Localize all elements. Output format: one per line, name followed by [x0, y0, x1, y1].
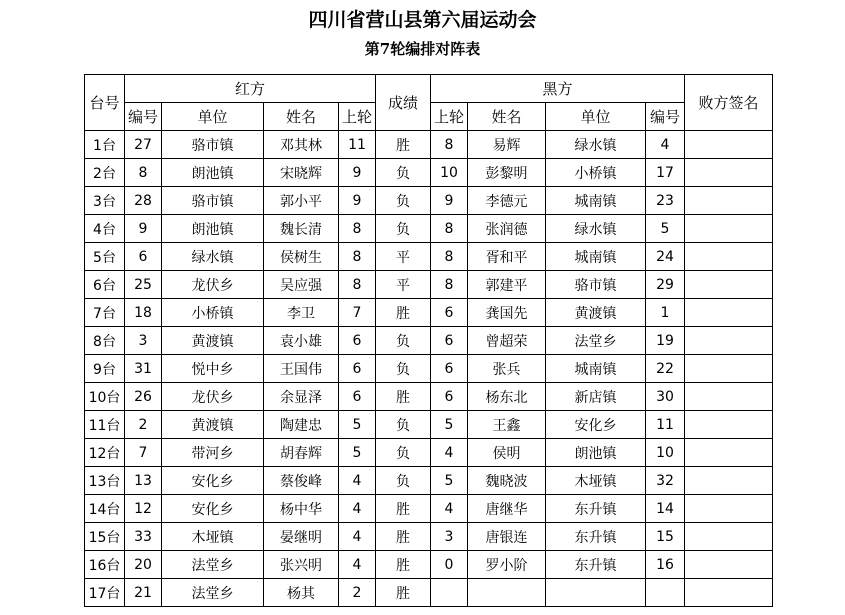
table-row: [85, 411, 773, 439]
header-black-unit: 单位: [546, 103, 646, 131]
cell-red-unit: 黄渡镇: [162, 411, 264, 439]
cell-red-number: 6: [125, 243, 162, 271]
cell-black-number: 22: [646, 355, 685, 383]
cell-result: 负: [376, 159, 431, 187]
cell-loser-sign: [685, 495, 773, 523]
cell-black-number: 10: [646, 439, 685, 467]
cell-result: 负: [376, 439, 431, 467]
cell-result: 胜: [376, 495, 431, 523]
cell-loser-sign: [685, 131, 773, 159]
cell-red-name: 杨中华: [264, 495, 339, 523]
cell-loser-sign: [685, 355, 773, 383]
cell-black-last-round: 4: [431, 439, 468, 467]
cell-red-last-round: 8: [339, 271, 376, 299]
cell-table-no: 6台: [85, 271, 125, 299]
cell-black-last-round: 6: [431, 327, 468, 355]
cell-loser-sign: [685, 243, 773, 271]
page-subtitle: 第7轮编排对阵表: [364, 40, 481, 58]
cell-black-number: 5: [646, 215, 685, 243]
cell-black-last-round: 0: [431, 551, 468, 579]
cell-red-name: 余显泽: [264, 383, 339, 411]
cell-red-last-round: 9: [339, 187, 376, 215]
cell-red-unit: 带河乡: [162, 439, 264, 467]
cell-result: 负: [376, 187, 431, 215]
cell-red-number: 13: [125, 467, 162, 495]
cell-result: 胜: [376, 551, 431, 579]
cell-black-last-round: 8: [431, 243, 468, 271]
cell-black-number: 16: [646, 551, 685, 579]
cell-red-unit: 木垭镇: [162, 523, 264, 551]
cell-red-number: 25: [125, 271, 162, 299]
cell-black-last-round: 6: [431, 383, 468, 411]
cell-black-unit: 朗池镇: [546, 439, 646, 467]
cell-black-number: 32: [646, 467, 685, 495]
cell-black-name: 张润德: [468, 215, 546, 243]
cell-loser-sign: [685, 411, 773, 439]
header-row-top: [85, 75, 773, 103]
header-red: 红方: [125, 75, 376, 103]
cell-red-number: 33: [125, 523, 162, 551]
cell-black-name: 郭建平: [468, 271, 546, 299]
cell-black-unit: 城南镇: [546, 187, 646, 215]
cell-black-name: 罗小阶: [468, 551, 546, 579]
cell-table-no: 2台: [85, 159, 125, 187]
cell-result: 负: [376, 467, 431, 495]
cell-black-number: 4: [646, 131, 685, 159]
cell-result: 平: [376, 243, 431, 271]
cell-loser-sign: [685, 299, 773, 327]
cell-black-last-round: [431, 579, 468, 607]
cell-red-last-round: 4: [339, 495, 376, 523]
cell-red-last-round: 5: [339, 439, 376, 467]
cell-black-name: 李德元: [468, 187, 546, 215]
cell-red-last-round: 11: [339, 131, 376, 159]
cell-table-no: 8台: [85, 327, 125, 355]
cell-red-name: 宋晓辉: [264, 159, 339, 187]
cell-red-unit: 朗池镇: [162, 215, 264, 243]
cell-black-name: 龚国先: [468, 299, 546, 327]
cell-red-unit: 绿水镇: [162, 243, 264, 271]
cell-black-number: 15: [646, 523, 685, 551]
cell-black-number: 23: [646, 187, 685, 215]
table-row: [85, 355, 773, 383]
table-row: [85, 467, 773, 495]
cell-red-name: 胡春辉: [264, 439, 339, 467]
cell-result: 平: [376, 271, 431, 299]
cell-red-unit: 龙伏乡: [162, 271, 264, 299]
cell-red-number: 3: [125, 327, 162, 355]
cell-red-last-round: 8: [339, 243, 376, 271]
cell-black-unit: 法堂乡: [546, 327, 646, 355]
cell-red-last-round: 2: [339, 579, 376, 607]
header-black-number: 编号: [646, 103, 685, 131]
cell-table-no: 12台: [85, 439, 125, 467]
cell-red-number: 26: [125, 383, 162, 411]
cell-black-unit: 城南镇: [546, 243, 646, 271]
page-title: 四川省营山县第六届运动会: [308, 9, 537, 31]
cell-black-name: 唐继华: [468, 495, 546, 523]
cell-loser-sign: [685, 579, 773, 607]
cell-red-name: 杨其: [264, 579, 339, 607]
cell-black-last-round: 5: [431, 411, 468, 439]
cell-black-name: 张兵: [468, 355, 546, 383]
cell-black-name: [468, 579, 546, 607]
cell-black-unit: 骆市镇: [546, 271, 646, 299]
cell-result: 负: [376, 355, 431, 383]
cell-black-last-round: 8: [431, 131, 468, 159]
cell-red-last-round: 6: [339, 383, 376, 411]
cell-black-number: 17: [646, 159, 685, 187]
cell-red-unit: 法堂乡: [162, 551, 264, 579]
cell-table-no: 15台: [85, 523, 125, 551]
cell-black-name: 胥和平: [468, 243, 546, 271]
table-row: [85, 243, 773, 271]
cell-red-name: 蔡俊峰: [264, 467, 339, 495]
cell-table-no: 17台: [85, 579, 125, 607]
cell-black-number: 11: [646, 411, 685, 439]
cell-red-name: 侯树生: [264, 243, 339, 271]
cell-red-unit: 安化乡: [162, 495, 264, 523]
table-body: [85, 75, 773, 607]
table-row: [85, 299, 773, 327]
table-row: [85, 551, 773, 579]
cell-red-number: 20: [125, 551, 162, 579]
cell-red-number: 27: [125, 131, 162, 159]
table-row: [85, 327, 773, 355]
cell-result: 负: [376, 215, 431, 243]
cell-black-last-round: 9: [431, 187, 468, 215]
cell-table-no: 7台: [85, 299, 125, 327]
cell-result: 负: [376, 411, 431, 439]
cell-loser-sign: [685, 271, 773, 299]
cell-red-last-round: 6: [339, 355, 376, 383]
cell-red-unit: 朗池镇: [162, 159, 264, 187]
cell-black-unit: 东升镇: [546, 523, 646, 551]
table-row: [85, 495, 773, 523]
cell-black-last-round: 6: [431, 355, 468, 383]
cell-black-last-round: 8: [431, 215, 468, 243]
cell-red-name: 王国伟: [264, 355, 339, 383]
cell-black-number: 14: [646, 495, 685, 523]
cell-black-last-round: 4: [431, 495, 468, 523]
cell-black-number: 1: [646, 299, 685, 327]
cell-red-unit: 悦中乡: [162, 355, 264, 383]
cell-red-last-round: 8: [339, 215, 376, 243]
cell-red-name: 袁小雄: [264, 327, 339, 355]
cell-loser-sign: [685, 327, 773, 355]
cell-black-number: 29: [646, 271, 685, 299]
cell-black-number: [646, 579, 685, 607]
cell-result: 负: [376, 327, 431, 355]
cell-table-no: 14台: [85, 495, 125, 523]
cell-black-name: 易辉: [468, 131, 546, 159]
cell-red-name: 陶建忠: [264, 411, 339, 439]
cell-black-unit: 城南镇: [546, 355, 646, 383]
header-red-name: 姓名: [264, 103, 339, 131]
cell-red-name: 郭小平: [264, 187, 339, 215]
cell-red-number: 9: [125, 215, 162, 243]
cell-black-number: 24: [646, 243, 685, 271]
cell-red-unit: 安化乡: [162, 467, 264, 495]
cell-red-last-round: 4: [339, 467, 376, 495]
cell-table-no: 11台: [85, 411, 125, 439]
cell-red-unit: 法堂乡: [162, 579, 264, 607]
header-black-name: 姓名: [468, 103, 546, 131]
header-black: 黑方: [431, 75, 685, 103]
cell-red-name: 魏长清: [264, 215, 339, 243]
header-red-unit: 单位: [162, 103, 264, 131]
cell-black-last-round: 10: [431, 159, 468, 187]
cell-red-name: 张兴明: [264, 551, 339, 579]
cell-result: 胜: [376, 299, 431, 327]
cell-black-last-round: 8: [431, 271, 468, 299]
cell-black-name: 侯明: [468, 439, 546, 467]
cell-loser-sign: [685, 159, 773, 187]
cell-black-name: 曾超荣: [468, 327, 546, 355]
cell-red-number: 28: [125, 187, 162, 215]
cell-red-last-round: 4: [339, 551, 376, 579]
cell-red-number: 2: [125, 411, 162, 439]
pairing-table: [84, 74, 773, 607]
cell-black-name: 王鑫: [468, 411, 546, 439]
cell-red-last-round: 9: [339, 159, 376, 187]
cell-red-number: 12: [125, 495, 162, 523]
cell-red-unit: 龙伏乡: [162, 383, 264, 411]
cell-black-name: 杨东北: [468, 383, 546, 411]
header-red-last-round: 上轮: [339, 103, 376, 131]
cell-table-no: 5台: [85, 243, 125, 271]
cell-black-unit: 安化乡: [546, 411, 646, 439]
cell-table-no: 4台: [85, 215, 125, 243]
cell-black-unit: 小桥镇: [546, 159, 646, 187]
table-row: [85, 439, 773, 467]
table-row: [85, 159, 773, 187]
cell-result: 胜: [376, 383, 431, 411]
cell-black-name: 魏晓波: [468, 467, 546, 495]
cell-red-last-round: 4: [339, 523, 376, 551]
cell-black-unit: 东升镇: [546, 551, 646, 579]
cell-red-last-round: 7: [339, 299, 376, 327]
cell-loser-sign: [685, 383, 773, 411]
cell-red-number: 18: [125, 299, 162, 327]
cell-black-last-round: 6: [431, 299, 468, 327]
cell-red-unit: 骆市镇: [162, 187, 264, 215]
cell-loser-sign: [685, 187, 773, 215]
cell-table-no: 13台: [85, 467, 125, 495]
cell-red-unit: 黄渡镇: [162, 327, 264, 355]
header-black-last-round: 上轮: [431, 103, 468, 131]
cell-red-number: 21: [125, 579, 162, 607]
header-table-no: 台号: [85, 75, 125, 131]
cell-table-no: 9台: [85, 355, 125, 383]
cell-red-number: 7: [125, 439, 162, 467]
cell-table-no: 16台: [85, 551, 125, 579]
cell-loser-sign: [685, 215, 773, 243]
table-row: [85, 187, 773, 215]
header-loser-sign: 败方签名: [685, 75, 773, 131]
cell-black-unit: 绿水镇: [546, 131, 646, 159]
cell-black-name: 彭黎明: [468, 159, 546, 187]
cell-red-last-round: 5: [339, 411, 376, 439]
cell-result: 胜: [376, 579, 431, 607]
cell-loser-sign: [685, 523, 773, 551]
cell-black-unit: 绿水镇: [546, 215, 646, 243]
cell-red-name: 邓其林: [264, 131, 339, 159]
cell-black-unit: [546, 579, 646, 607]
cell-result: 胜: [376, 523, 431, 551]
table-row: [85, 383, 773, 411]
cell-loser-sign: [685, 551, 773, 579]
cell-red-number: 31: [125, 355, 162, 383]
cell-table-no: 3台: [85, 187, 125, 215]
cell-black-number: 30: [646, 383, 685, 411]
cell-black-unit: 木垭镇: [546, 467, 646, 495]
cell-red-number: 8: [125, 159, 162, 187]
cell-black-unit: 新店镇: [546, 383, 646, 411]
cell-red-name: 吴应强: [264, 271, 339, 299]
header-red-number: 编号: [125, 103, 162, 131]
cell-red-unit: 骆市镇: [162, 131, 264, 159]
cell-loser-sign: [685, 439, 773, 467]
cell-black-number: 19: [646, 327, 685, 355]
cell-red-name: 李卫: [264, 299, 339, 327]
cell-table-no: 1台: [85, 131, 125, 159]
cell-black-name: 唐银连: [468, 523, 546, 551]
cell-red-name: 晏继明: [264, 523, 339, 551]
cell-black-last-round: 3: [431, 523, 468, 551]
cell-table-no: 10台: [85, 383, 125, 411]
cell-loser-sign: [685, 467, 773, 495]
table-row: [85, 271, 773, 299]
header-result: 成绩: [376, 75, 431, 131]
table-row: [85, 131, 773, 159]
cell-black-last-round: 5: [431, 467, 468, 495]
cell-red-unit: 小桥镇: [162, 299, 264, 327]
table-row: [85, 523, 773, 551]
table-row: [85, 579, 773, 607]
cell-black-unit: 东升镇: [546, 495, 646, 523]
table-row: [85, 215, 773, 243]
cell-red-last-round: 6: [339, 327, 376, 355]
cell-result: 胜: [376, 131, 431, 159]
cell-black-unit: 黄渡镇: [546, 299, 646, 327]
